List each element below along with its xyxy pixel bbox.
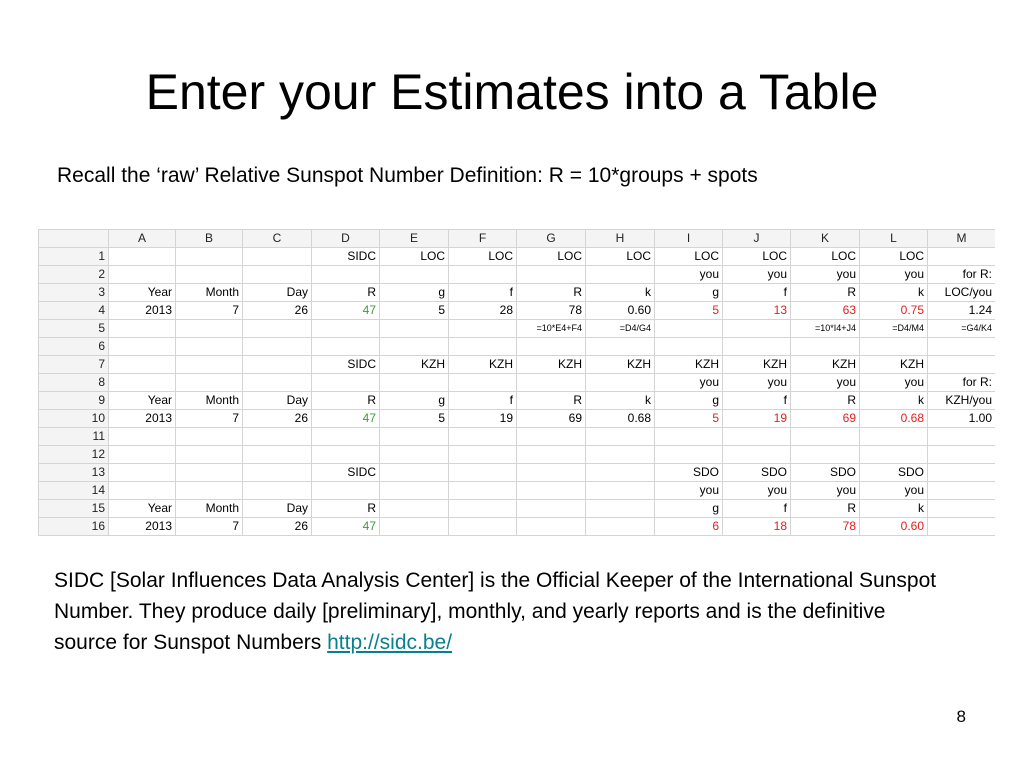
- sheet-row-9: [39, 392, 996, 410]
- cell-i12[interactable]: [655, 446, 723, 464]
- cell-b7[interactable]: [176, 356, 243, 374]
- cell-l15[interactable]: k: [860, 500, 928, 518]
- cell-c13[interactable]: [243, 464, 312, 482]
- cell-d2[interactable]: [312, 266, 380, 284]
- cell-m4[interactable]: 1.24: [928, 302, 996, 320]
- cell-j11[interactable]: [723, 428, 791, 446]
- cell-i14[interactable]: you: [655, 482, 723, 500]
- cell-m11[interactable]: [928, 428, 996, 446]
- cell-k1[interactable]: LOC: [791, 248, 860, 266]
- cell-m1[interactable]: [928, 248, 996, 266]
- cell-g1[interactable]: LOC: [517, 248, 586, 266]
- cell-d14[interactable]: [312, 482, 380, 500]
- row-header[interactable]: 3: [39, 284, 109, 302]
- cell-b14[interactable]: [176, 482, 243, 500]
- cell-j2[interactable]: you: [723, 266, 791, 284]
- cell-m6[interactable]: [928, 338, 996, 356]
- row-header[interactable]: 12: [39, 446, 109, 464]
- cell-l5[interactable]: =D4/M4: [860, 320, 928, 338]
- cell-l9[interactable]: k: [860, 392, 928, 410]
- column-header-g[interactable]: G: [517, 230, 586, 248]
- cell-b15[interactable]: Month: [176, 500, 243, 518]
- page-number: 8: [956, 707, 966, 726]
- sheet-row-7: [39, 356, 996, 374]
- cell-l16[interactable]: 0.60: [860, 518, 928, 536]
- cell-c9[interactable]: Day: [243, 392, 312, 410]
- cell-i11[interactable]: [655, 428, 723, 446]
- sheet-row-16: [39, 518, 996, 536]
- cell-b2[interactable]: [176, 266, 243, 284]
- cell-f1[interactable]: LOC: [449, 248, 517, 266]
- sheet-row-8: [39, 374, 996, 392]
- cell-h2[interactable]: [586, 266, 655, 284]
- row-header[interactable]: 10: [39, 410, 109, 428]
- cell-a7[interactable]: [109, 356, 176, 374]
- cell-a2[interactable]: [109, 266, 176, 284]
- cell-b6[interactable]: [176, 338, 243, 356]
- cell-h15[interactable]: [586, 500, 655, 518]
- cell-f2[interactable]: [449, 266, 517, 284]
- cell-a6[interactable]: [109, 338, 176, 356]
- row-header[interactable]: 8: [39, 374, 109, 392]
- cell-d4[interactable]: 47: [312, 302, 380, 320]
- cell-c15[interactable]: Day: [243, 500, 312, 518]
- cell-c10[interactable]: 26: [243, 410, 312, 428]
- cell-e1[interactable]: LOC: [380, 248, 449, 266]
- cell-m16[interactable]: [928, 518, 996, 536]
- spreadsheet-screenshot: [38, 229, 995, 540]
- cell-f11[interactable]: [449, 428, 517, 446]
- sheet-row-2: [39, 266, 996, 284]
- cell-j12[interactable]: [723, 446, 791, 464]
- cell-j1[interactable]: LOC: [723, 248, 791, 266]
- cell-a14[interactable]: [109, 482, 176, 500]
- column-header-c[interactable]: C: [243, 230, 312, 248]
- slide-title: Enter your Estimates into a Table: [145, 64, 879, 120]
- cell-c3[interactable]: Day: [243, 284, 312, 302]
- sheet-row-6: [39, 338, 996, 356]
- cell-g3[interactable]: R: [517, 284, 586, 302]
- cell-c4[interactable]: 26: [243, 302, 312, 320]
- sidc-description-text: SIDC [Solar Influences Data Analysis Center] is the Official Keeper of the International Sunspot Number. They produce daily [preliminary], monthly, and yearly reports and is the definitive source for Sunspot Numbers: [54, 569, 937, 654]
- cell-j9[interactable]: f: [723, 392, 791, 410]
- sidc-description: [54, 565, 954, 658]
- cell-b1[interactable]: [176, 248, 243, 266]
- cell-a15[interactable]: Year: [109, 500, 176, 518]
- cell-k12[interactable]: [791, 446, 860, 464]
- row-header[interactable]: 14: [39, 482, 109, 500]
- cell-c16[interactable]: 26: [243, 518, 312, 536]
- cell-h11[interactable]: [586, 428, 655, 446]
- cell-g6[interactable]: [517, 338, 586, 356]
- cell-f7[interactable]: KZH: [449, 356, 517, 374]
- cell-f10[interactable]: 19: [449, 410, 517, 428]
- cell-k14[interactable]: you: [791, 482, 860, 500]
- cell-i13[interactable]: SDO: [655, 464, 723, 482]
- cell-j10[interactable]: 19: [723, 410, 791, 428]
- row-header[interactable]: 13: [39, 464, 109, 482]
- cell-l1[interactable]: LOC: [860, 248, 928, 266]
- row-header[interactable]: 1: [39, 248, 109, 266]
- cell-l7[interactable]: KZH: [860, 356, 928, 374]
- cell-d1[interactable]: SIDC: [312, 248, 380, 266]
- cell-a11[interactable]: [109, 428, 176, 446]
- cell-l3[interactable]: k: [860, 284, 928, 302]
- sheet-row-3: [39, 284, 996, 302]
- cell-l8[interactable]: you: [860, 374, 928, 392]
- cell-e8[interactable]: [380, 374, 449, 392]
- cell-d3[interactable]: R: [312, 284, 380, 302]
- cell-j14[interactable]: you: [723, 482, 791, 500]
- cell-m2[interactable]: for R:: [928, 266, 996, 284]
- sheet-row-10: [39, 410, 996, 428]
- cell-g15[interactable]: [517, 500, 586, 518]
- cell-k9[interactable]: R: [791, 392, 860, 410]
- cell-k8[interactable]: you: [791, 374, 860, 392]
- cell-f6[interactable]: [449, 338, 517, 356]
- column-header-b[interactable]: B: [176, 230, 243, 248]
- cell-l6[interactable]: [860, 338, 928, 356]
- cell-d12[interactable]: [312, 446, 380, 464]
- column-header-l[interactable]: L: [860, 230, 928, 248]
- cell-a12[interactable]: [109, 446, 176, 464]
- cell-h13[interactable]: [586, 464, 655, 482]
- cell-b9[interactable]: Month: [176, 392, 243, 410]
- cell-h6[interactable]: [586, 338, 655, 356]
- cell-b16[interactable]: 7: [176, 518, 243, 536]
- cell-g10[interactable]: 69: [517, 410, 586, 428]
- cell-i2[interactable]: you: [655, 266, 723, 284]
- cell-d6[interactable]: [312, 338, 380, 356]
- cell-d9[interactable]: R: [312, 392, 380, 410]
- cell-i5[interactable]: [655, 320, 723, 338]
- cell-j15[interactable]: f: [723, 500, 791, 518]
- cell-k15[interactable]: R: [791, 500, 860, 518]
- cell-h12[interactable]: [586, 446, 655, 464]
- cell-m10[interactable]: 1.00: [928, 410, 996, 428]
- cell-m13[interactable]: [928, 464, 996, 482]
- cell-h5[interactable]: =D4/G4: [586, 320, 655, 338]
- cell-e13[interactable]: [380, 464, 449, 482]
- cell-d8[interactable]: [312, 374, 380, 392]
- cell-k13[interactable]: SDO: [791, 464, 860, 482]
- cell-l12[interactable]: [860, 446, 928, 464]
- cell-m5[interactable]: =G4/K4: [928, 320, 996, 338]
- cell-g4[interactable]: 78: [517, 302, 586, 320]
- cell-f14[interactable]: [449, 482, 517, 500]
- cell-c12[interactable]: [243, 446, 312, 464]
- sheet-row-14: [39, 482, 996, 500]
- cell-c5[interactable]: [243, 320, 312, 338]
- cell-j16[interactable]: 18: [723, 518, 791, 536]
- cell-c1[interactable]: [243, 248, 312, 266]
- cell-d5[interactable]: [312, 320, 380, 338]
- cell-h4[interactable]: 0.60: [586, 302, 655, 320]
- cell-a1[interactable]: [109, 248, 176, 266]
- cell-f5[interactable]: [449, 320, 517, 338]
- cell-i8[interactable]: you: [655, 374, 723, 392]
- cell-l2[interactable]: you: [860, 266, 928, 284]
- cell-j8[interactable]: you: [723, 374, 791, 392]
- column-header-m[interactable]: M: [928, 230, 996, 248]
- cell-f3[interactable]: f: [449, 284, 517, 302]
- cell-e16[interactable]: [380, 518, 449, 536]
- row-header[interactable]: 5: [39, 320, 109, 338]
- cell-f8[interactable]: [449, 374, 517, 392]
- cell-i9[interactable]: g: [655, 392, 723, 410]
- cell-k3[interactable]: R: [791, 284, 860, 302]
- cell-i16[interactable]: 6: [655, 518, 723, 536]
- cell-m12[interactable]: [928, 446, 996, 464]
- cell-g12[interactable]: [517, 446, 586, 464]
- cell-k16[interactable]: 78: [791, 518, 860, 536]
- row-header[interactable]: 4: [39, 302, 109, 320]
- row-header[interactable]: 9: [39, 392, 109, 410]
- sheet-row-13: [39, 464, 996, 482]
- cell-g2[interactable]: [517, 266, 586, 284]
- cell-e6[interactable]: [380, 338, 449, 356]
- cell-h9[interactable]: k: [586, 392, 655, 410]
- cell-c14[interactable]: [243, 482, 312, 500]
- column-header-j[interactable]: J: [723, 230, 791, 248]
- cell-b13[interactable]: [176, 464, 243, 482]
- column-header-row: [39, 230, 996, 248]
- cell-h7[interactable]: KZH: [586, 356, 655, 374]
- cell-g9[interactable]: R: [517, 392, 586, 410]
- cell-d7[interactable]: SIDC: [312, 356, 380, 374]
- column-header-k[interactable]: K: [791, 230, 860, 248]
- cell-l10[interactable]: 0.68: [860, 410, 928, 428]
- column-header-h[interactable]: H: [586, 230, 655, 248]
- sheet-row-5: [39, 320, 996, 338]
- cell-i1[interactable]: LOC: [655, 248, 723, 266]
- cell-g11[interactable]: [517, 428, 586, 446]
- cell-k6[interactable]: [791, 338, 860, 356]
- cell-f13[interactable]: [449, 464, 517, 482]
- cell-l11[interactable]: [860, 428, 928, 446]
- cell-k5[interactable]: =10*I4+J4: [791, 320, 860, 338]
- row-header[interactable]: 11: [39, 428, 109, 446]
- cell-i6[interactable]: [655, 338, 723, 356]
- cell-c2[interactable]: [243, 266, 312, 284]
- row-header[interactable]: 7: [39, 356, 109, 374]
- cell-k7[interactable]: KZH: [791, 356, 860, 374]
- cell-d11[interactable]: [312, 428, 380, 446]
- cell-m14[interactable]: [928, 482, 996, 500]
- cell-e7[interactable]: KZH: [380, 356, 449, 374]
- cell-a3[interactable]: Year: [109, 284, 176, 302]
- cell-m7[interactable]: [928, 356, 996, 374]
- cell-j3[interactable]: f: [723, 284, 791, 302]
- cell-b5[interactable]: [176, 320, 243, 338]
- cell-c7[interactable]: [243, 356, 312, 374]
- cell-l14[interactable]: you: [860, 482, 928, 500]
- cell-e3[interactable]: g: [380, 284, 449, 302]
- cell-j4[interactable]: 13: [723, 302, 791, 320]
- cell-f4[interactable]: 28: [449, 302, 517, 320]
- cell-g14[interactable]: [517, 482, 586, 500]
- cell-m15[interactable]: [928, 500, 996, 518]
- cell-j13[interactable]: SDO: [723, 464, 791, 482]
- column-header-f[interactable]: F: [449, 230, 517, 248]
- cell-a10[interactable]: 2013: [109, 410, 176, 428]
- cell-g7[interactable]: KZH: [517, 356, 586, 374]
- cell-k10[interactable]: 69: [791, 410, 860, 428]
- row-header[interactable]: 6: [39, 338, 109, 356]
- cell-c11[interactable]: [243, 428, 312, 446]
- column-header-a[interactable]: A: [109, 230, 176, 248]
- cell-h3[interactable]: k: [586, 284, 655, 302]
- cell-k4[interactable]: 63: [791, 302, 860, 320]
- cell-k11[interactable]: [791, 428, 860, 446]
- cell-b8[interactable]: [176, 374, 243, 392]
- sheet-row-4: [39, 302, 996, 320]
- sidc-link[interactable]: http://sidc.be/: [327, 631, 453, 654]
- cell-e12[interactable]: [380, 446, 449, 464]
- cell-b4[interactable]: 7: [176, 302, 243, 320]
- cell-j7[interactable]: KZH: [723, 356, 791, 374]
- cell-l13[interactable]: SDO: [860, 464, 928, 482]
- sheet-row-15: [39, 500, 996, 518]
- sheet-row-1: [39, 248, 996, 266]
- cell-h1[interactable]: LOC: [586, 248, 655, 266]
- cell-a16[interactable]: 2013: [109, 518, 176, 536]
- cell-m8[interactable]: for R:: [928, 374, 996, 392]
- cell-e15[interactable]: [380, 500, 449, 518]
- cell-d10[interactable]: 47: [312, 410, 380, 428]
- cell-d13[interactable]: SIDC: [312, 464, 380, 482]
- cell-a13[interactable]: [109, 464, 176, 482]
- cell-m3[interactable]: LOC/you: [928, 284, 996, 302]
- cell-e11[interactable]: [380, 428, 449, 446]
- cell-b12[interactable]: [176, 446, 243, 464]
- cell-h16[interactable]: [586, 518, 655, 536]
- cell-c8[interactable]: [243, 374, 312, 392]
- cell-i3[interactable]: g: [655, 284, 723, 302]
- cell-f15[interactable]: [449, 500, 517, 518]
- cell-f12[interactable]: [449, 446, 517, 464]
- cell-a8[interactable]: [109, 374, 176, 392]
- cell-h8[interactable]: [586, 374, 655, 392]
- cell-b10[interactable]: 7: [176, 410, 243, 428]
- cell-g13[interactable]: [517, 464, 586, 482]
- column-header-i[interactable]: I: [655, 230, 723, 248]
- spreadsheet-table: [38, 229, 995, 536]
- cell-k2[interactable]: you: [791, 266, 860, 284]
- cell-a4[interactable]: 2013: [109, 302, 176, 320]
- cell-g16[interactable]: [517, 518, 586, 536]
- cell-e9[interactable]: g: [380, 392, 449, 410]
- cell-g5[interactable]: =10*E4+F4: [517, 320, 586, 338]
- cell-b11[interactable]: [176, 428, 243, 446]
- cell-e4[interactable]: 5: [380, 302, 449, 320]
- cell-d15[interactable]: R: [312, 500, 380, 518]
- cell-i4[interactable]: 5: [655, 302, 723, 320]
- slide-subtitle: Recall the ‘raw’ Relative Sunspot Number Definition: R = 10*groups + spots: [57, 164, 758, 187]
- cell-h14[interactable]: [586, 482, 655, 500]
- cell-d16[interactable]: 47: [312, 518, 380, 536]
- row-header[interactable]: 2: [39, 266, 109, 284]
- cell-i7[interactable]: KZH: [655, 356, 723, 374]
- cell-e10[interactable]: 5: [380, 410, 449, 428]
- cell-m9[interactable]: KZH/you: [928, 392, 996, 410]
- sheet-row-12: [39, 446, 996, 464]
- cell-j5[interactable]: [723, 320, 791, 338]
- cell-i10[interactable]: 5: [655, 410, 723, 428]
- column-header-d[interactable]: D: [312, 230, 380, 248]
- cell-i15[interactable]: g: [655, 500, 723, 518]
- cell-c6[interactable]: [243, 338, 312, 356]
- sheet-row-11: [39, 428, 996, 446]
- corner-cell: [39, 230, 109, 248]
- cell-g8[interactable]: [517, 374, 586, 392]
- cell-j6[interactable]: [723, 338, 791, 356]
- cell-l4[interactable]: 0.75: [860, 302, 928, 320]
- cell-a5[interactable]: [109, 320, 176, 338]
- cell-f16[interactable]: [449, 518, 517, 536]
- cell-f9[interactable]: f: [449, 392, 517, 410]
- cell-h10[interactable]: 0.68: [586, 410, 655, 428]
- row-header[interactable]: 16: [39, 518, 109, 536]
- cell-b3[interactable]: Month: [176, 284, 243, 302]
- cell-e14[interactable]: [380, 482, 449, 500]
- column-header-e[interactable]: E: [380, 230, 449, 248]
- cell-e5[interactable]: [380, 320, 449, 338]
- row-header[interactable]: 15: [39, 500, 109, 518]
- cell-e2[interactable]: [380, 266, 449, 284]
- cell-a9[interactable]: Year: [109, 392, 176, 410]
